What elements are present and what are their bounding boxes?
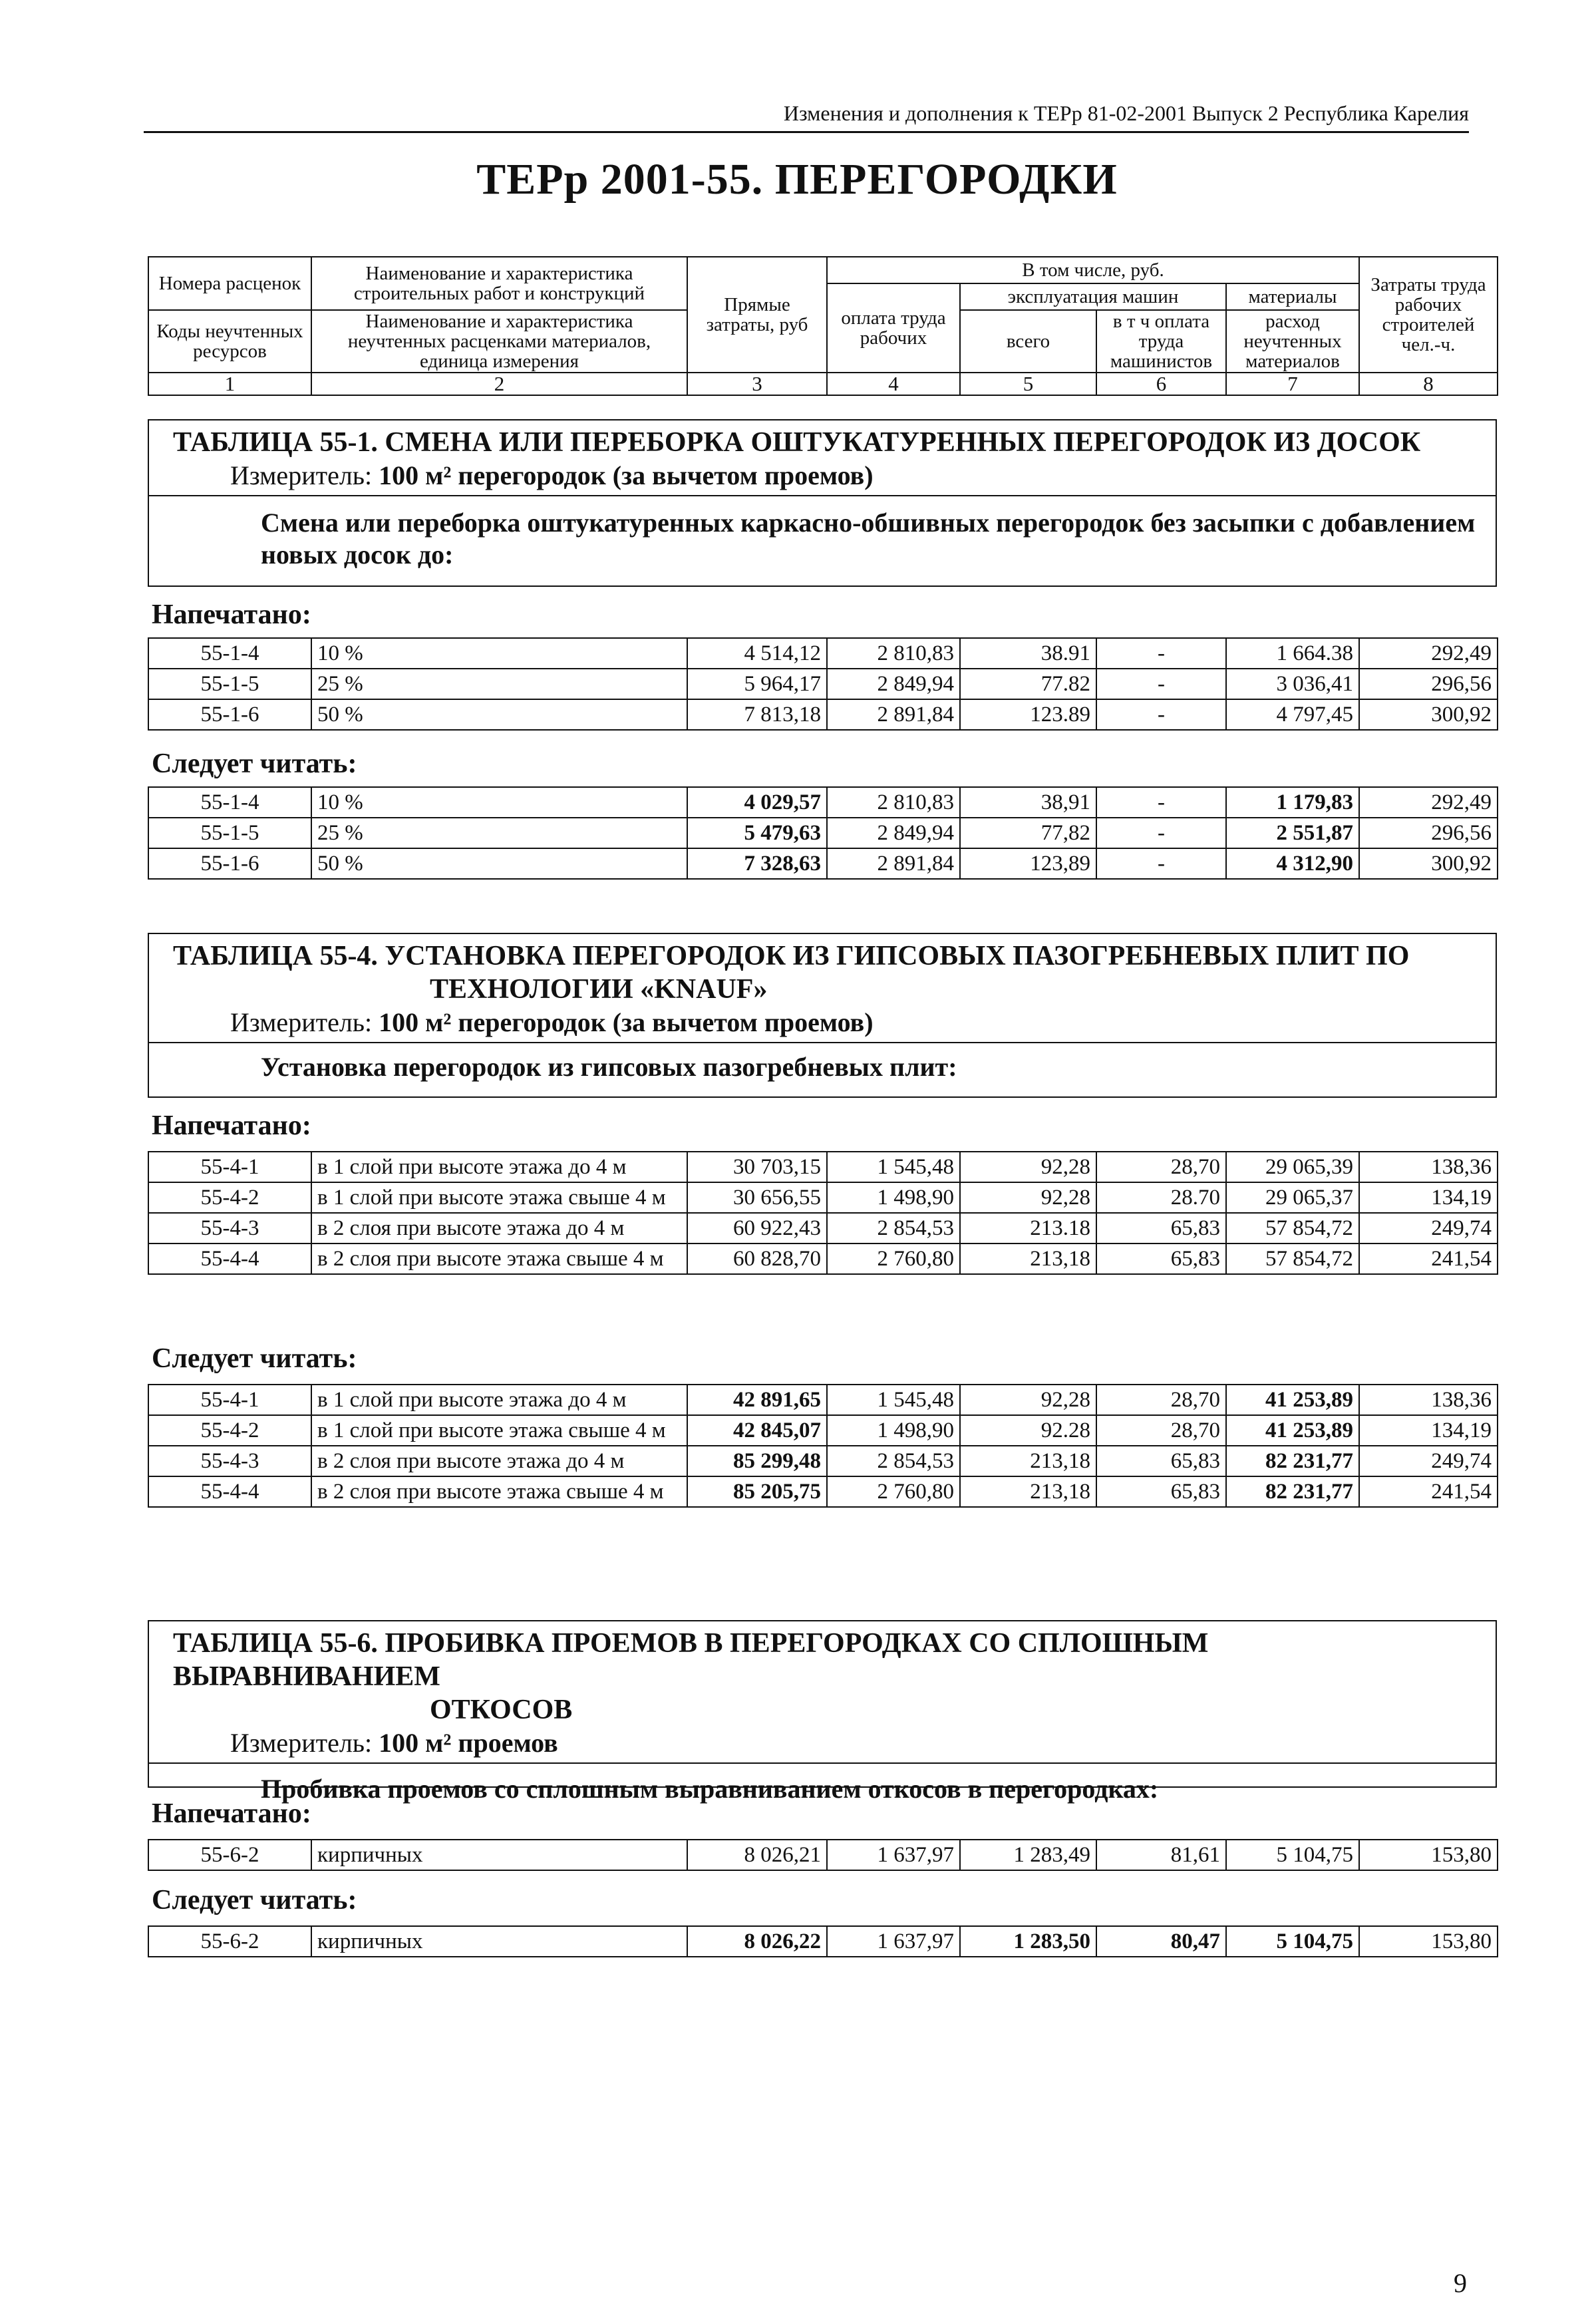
- cell-value: 41 253,89: [1226, 1385, 1359, 1415]
- cell-value: 241,54: [1359, 1244, 1498, 1274]
- cell-value: 92,28: [960, 1152, 1096, 1182]
- cell-value: 2 760,80: [827, 1476, 960, 1507]
- header-materials: материалы: [1226, 283, 1359, 310]
- header-num: 6: [1096, 373, 1226, 395]
- cell-value: 249,74: [1359, 1446, 1498, 1476]
- cell-code: 55-1-5: [148, 669, 311, 699]
- header-col5: всего: [960, 310, 1096, 373]
- cell-value: 1 283,50: [960, 1926, 1096, 1957]
- section-55-1-read-table: [148, 786, 1498, 880]
- cell-value: 92,28: [960, 1182, 1096, 1213]
- section-subtitle: Смена или переборка оштукатуренных каркасно-обшивных перегородок без засыпки с добавлением новых досок до:: [261, 508, 1476, 570]
- cell-value: 123,89: [960, 848, 1096, 879]
- header-col2-bottom: Наименование и характеристика неучтенных расценками материалов, единица измерения: [311, 310, 687, 373]
- running-header: Изменения и дополнения к ТЕРр 81-02-2001 Выпуск 2 Республика Карелия: [144, 101, 1469, 133]
- cell-value: 296,56: [1359, 669, 1498, 699]
- cell-value: 134,19: [1359, 1182, 1498, 1213]
- header-num: 8: [1359, 373, 1498, 395]
- cell-value: 8 026,21: [687, 1840, 827, 1870]
- table-row: [148, 1182, 1498, 1213]
- cell-value: 4 029,57: [687, 787, 827, 818]
- cell-value: 300,92: [1359, 848, 1498, 879]
- cell-value: 5 104,75: [1226, 1840, 1359, 1870]
- cell-value: 2 891,84: [827, 848, 960, 879]
- cell-value: 65,83: [1096, 1244, 1226, 1274]
- table-row: [148, 1840, 1498, 1870]
- header-col1-top: Номера расценок: [148, 257, 311, 310]
- cell-value: 2 854,53: [827, 1213, 960, 1244]
- cell-value: 7 328,63: [687, 848, 827, 879]
- header-col1-bottom: Коды неучтенных ресурсов: [148, 310, 311, 373]
- section-title-cont: ТЕХНОЛОГИИ «KNAUF»: [430, 974, 768, 1005]
- cell-value: 2 849,94: [827, 669, 960, 699]
- cell-value: -: [1096, 818, 1226, 848]
- cell-value: 4 514,12: [687, 638, 827, 669]
- cell-code: 55-1-6: [148, 848, 311, 879]
- table-row: [148, 1385, 1498, 1415]
- table-row: [148, 1152, 1498, 1182]
- cell-value: 1 637,97: [827, 1926, 960, 1957]
- cell-value: 2 551,87: [1226, 818, 1359, 848]
- cell-description: 50 %: [311, 848, 687, 879]
- cell-value: 28,70: [1096, 1385, 1226, 1415]
- cell-value: 4 312,90: [1226, 848, 1359, 879]
- cell-description: в 2 слоя при высоте этажа свыше 4 м: [311, 1244, 687, 1274]
- header-num: 7: [1226, 373, 1359, 395]
- cell-description: в 1 слой при высоте этажа до 4 м: [311, 1385, 687, 1415]
- cell-code: 55-4-4: [148, 1476, 311, 1507]
- cell-value: 1 664.38: [1226, 638, 1359, 669]
- cell-value: 85 205,75: [687, 1476, 827, 1507]
- cell-value: 82 231,77: [1226, 1476, 1359, 1507]
- cell-value: 1 545,48: [827, 1385, 960, 1415]
- cell-value: 38,91: [960, 787, 1096, 818]
- cell-value: -: [1096, 787, 1226, 818]
- cell-value: 57 854,72: [1226, 1213, 1359, 1244]
- printed-label: Напечатано:: [152, 1110, 311, 1141]
- section-55-1-printed-table: [148, 637, 1498, 731]
- cell-value: 123.89: [960, 699, 1096, 730]
- cell-code: 55-4-2: [148, 1182, 311, 1213]
- cell-value: 92.28: [960, 1415, 1096, 1446]
- cell-description: 10 %: [311, 787, 687, 818]
- cell-value: 30 656,55: [687, 1182, 827, 1213]
- cell-value: -: [1096, 848, 1226, 879]
- cell-code: 55-4-4: [148, 1244, 311, 1274]
- table-row: [148, 1244, 1498, 1274]
- table-row: [148, 787, 1498, 818]
- cell-value: 249,74: [1359, 1213, 1498, 1244]
- cell-value: 134,19: [1359, 1415, 1498, 1446]
- cell-value: 77.82: [960, 669, 1096, 699]
- header-num: 4: [827, 373, 960, 395]
- cell-value: 57 854,72: [1226, 1244, 1359, 1274]
- table-row: [148, 818, 1498, 848]
- cell-value: 38.91: [960, 638, 1096, 669]
- cell-value: 8 026,22: [687, 1926, 827, 1957]
- cell-value: 60 828,70: [687, 1244, 827, 1274]
- cell-value: 300,92: [1359, 699, 1498, 730]
- cell-description: 50 %: [311, 699, 687, 730]
- cell-value: 5 479,63: [687, 818, 827, 848]
- section-55-1-header: [148, 419, 1497, 587]
- header-col8: Затраты труда рабочих строителей чел.-ч.: [1359, 257, 1498, 373]
- printed-label: Напечатано:: [152, 599, 311, 630]
- cell-value: 2 810,83: [827, 638, 960, 669]
- cell-value: 213,18: [960, 1476, 1096, 1507]
- cell-value: 1 545,48: [827, 1152, 960, 1182]
- section-title-cont: ОТКОСОВ: [430, 1695, 573, 1725]
- cell-value: 296,56: [1359, 818, 1498, 848]
- cell-value: 153,80: [1359, 1926, 1498, 1957]
- header-col3: Прямые затраты, руб: [687, 257, 827, 373]
- cell-code: 55-1-5: [148, 818, 311, 848]
- cell-code: 55-4-3: [148, 1446, 311, 1476]
- cell-code: 55-1-4: [148, 787, 311, 818]
- table-row: [148, 1926, 1498, 1957]
- cell-value: 1 179,83: [1226, 787, 1359, 818]
- cell-description: в 1 слой при высоте этажа свыше 4 м: [311, 1182, 687, 1213]
- cell-value: 85 299,48: [687, 1446, 827, 1476]
- document-title: ТЕРр 2001-55. ПЕРЕГОРОДКИ: [476, 155, 1118, 204]
- cell-value: 60 922,43: [687, 1213, 827, 1244]
- cell-code: 55-1-4: [148, 638, 311, 669]
- cell-value: 28,70: [1096, 1152, 1226, 1182]
- cell-value: 2 810,83: [827, 787, 960, 818]
- cell-value: 2 891,84: [827, 699, 960, 730]
- cell-value: 41 253,89: [1226, 1415, 1359, 1446]
- read-as-label: Следует читать:: [152, 748, 357, 779]
- cell-code: 55-6-2: [148, 1840, 311, 1870]
- cell-value: 42 845,07: [687, 1415, 827, 1446]
- column-header-table: [148, 256, 1498, 396]
- cell-value: 4 797,45: [1226, 699, 1359, 730]
- cell-value: 82 231,77: [1226, 1446, 1359, 1476]
- section-55-4-read-table: [148, 1384, 1498, 1508]
- section-measure: Измеритель: 100 м² перегородок (за вычетом проемов): [149, 1006, 1496, 1043]
- section-55-4-printed-table: [148, 1151, 1498, 1275]
- cell-value: 1 283,49: [960, 1840, 1096, 1870]
- cell-value: 138,36: [1359, 1385, 1498, 1415]
- section-subtitle: Пробивка проемов со сплошным выравниванием откосов в перегородках:: [261, 1774, 1159, 1804]
- cell-value: 2 760,80: [827, 1244, 960, 1274]
- table-row: [148, 848, 1498, 879]
- cell-value: 1 498,90: [827, 1415, 960, 1446]
- page-number: 9: [1454, 2268, 1467, 2298]
- section-55-6-printed-table: [148, 1839, 1498, 1871]
- cell-value: 1 498,90: [827, 1182, 960, 1213]
- header-col7: расход неучтенных материалов: [1226, 310, 1359, 373]
- cell-value: 241,54: [1359, 1476, 1498, 1507]
- table-row: [148, 1213, 1498, 1244]
- table-row: [148, 699, 1498, 730]
- cell-value: 29 065,39: [1226, 1152, 1359, 1182]
- header-col2-top: Наименование и характеристика строительных работ и конструкций: [311, 257, 687, 310]
- cell-value: 3 036,41: [1226, 669, 1359, 699]
- printed-label: Напечатано:: [152, 1798, 311, 1829]
- section-55-6-read-table: [148, 1925, 1498, 1957]
- cell-value: 77,82: [960, 818, 1096, 848]
- cell-value: 153,80: [1359, 1840, 1498, 1870]
- header-num: 5: [960, 373, 1096, 395]
- cell-value: -: [1096, 699, 1226, 730]
- cell-value: 292,49: [1359, 638, 1498, 669]
- cell-code: 55-4-2: [148, 1415, 311, 1446]
- section-title: ТАБЛИЦА 55-1. СМЕНА ИЛИ ПЕРЕБОРКА ОШТУКАТУРЕННЫХ ПЕРЕГОРОДОК ИЗ ДОСОК: [173, 427, 1421, 458]
- header-num: 3: [687, 373, 827, 395]
- header-num: 1: [148, 373, 311, 395]
- cell-description: в 2 слоя при высоте этажа до 4 м: [311, 1213, 687, 1244]
- section-measure: Измеритель: 100 м² проемов: [149, 1727, 1496, 1764]
- cell-value: 28.70: [1096, 1182, 1226, 1213]
- cell-value: 1 637,97: [827, 1840, 960, 1870]
- table-row: [148, 1415, 1498, 1446]
- cell-value: 42 891,65: [687, 1385, 827, 1415]
- table-row: [148, 1446, 1498, 1476]
- cell-value: 65,83: [1096, 1446, 1226, 1476]
- cell-value: 29 065,37: [1226, 1182, 1359, 1213]
- cell-description: в 2 слоя при высоте этажа до 4 м: [311, 1446, 687, 1476]
- read-as-label: Следует читать:: [152, 1885, 357, 1915]
- cell-description: 25 %: [311, 669, 687, 699]
- section-55-4-header: [148, 933, 1497, 1098]
- cell-value: 5 964,17: [687, 669, 827, 699]
- cell-value: 28,70: [1096, 1415, 1226, 1446]
- cell-description: в 2 слоя при высоте этажа свыше 4 м: [311, 1476, 687, 1507]
- cell-description: кирпичных: [311, 1840, 687, 1870]
- cell-value: 80,47: [1096, 1926, 1226, 1957]
- cell-value: 2 849,94: [827, 818, 960, 848]
- cell-value: 5 104,75: [1226, 1926, 1359, 1957]
- section-measure: Измеритель: 100 м² перегородок (за вычетом проемов): [149, 459, 1496, 496]
- cell-value: -: [1096, 638, 1226, 669]
- section-title: ТАБЛИЦА 55-4. УСТАНОВКА ПЕРЕГОРОДОК ИЗ ГИПСОВЫХ ПАЗОГРЕБНЕВЫХ ПЛИТ ПО: [173, 941, 1410, 971]
- cell-value: 292,49: [1359, 787, 1498, 818]
- section-55-6-header: [148, 1620, 1497, 1804]
- header-col6: в т ч оплата труда машинистов: [1096, 310, 1226, 373]
- cell-description: в 1 слой при высоте этажа до 4 м: [311, 1152, 687, 1182]
- cell-value: 138,36: [1359, 1152, 1498, 1182]
- cell-value: 92,28: [960, 1385, 1096, 1415]
- cell-code: 55-1-6: [148, 699, 311, 730]
- cell-code: 55-6-2: [148, 1926, 311, 1957]
- cell-code: 55-4-3: [148, 1213, 311, 1244]
- header-incl: В том числе, руб.: [827, 257, 1359, 283]
- table-row: [148, 638, 1498, 669]
- section-title: ТАБЛИЦА 55-6. ПРОБИВКА ПРОЕМОВ В ПЕРЕГОРОДКАХ СО СПЛОШНЫМ ВЫРАВНИВАНИЕМ: [173, 1628, 1209, 1692]
- header-machines: эксплуатация машин: [960, 283, 1226, 310]
- cell-value: 65,83: [1096, 1476, 1226, 1507]
- cell-value: 65,83: [1096, 1213, 1226, 1244]
- cell-value: 213,18: [960, 1446, 1096, 1476]
- read-as-label: Следует читать:: [152, 1343, 357, 1374]
- cell-description: 10 %: [311, 638, 687, 669]
- header-num: 2: [311, 373, 687, 395]
- section-subtitle: Установка перегородок из гипсовых пазогребневых плит:: [261, 1052, 957, 1082]
- table-row: [148, 669, 1498, 699]
- cell-value: 30 703,15: [687, 1152, 827, 1182]
- cell-value: 2 854,53: [827, 1446, 960, 1476]
- table-row: [148, 1476, 1498, 1507]
- cell-value: 7 813,18: [687, 699, 827, 730]
- cell-code: 55-4-1: [148, 1385, 311, 1415]
- header-col4: оплата труда рабочих: [827, 283, 960, 373]
- cell-value: -: [1096, 669, 1226, 699]
- cell-code: 55-4-1: [148, 1152, 311, 1182]
- cell-description: 25 %: [311, 818, 687, 848]
- cell-value: 213.18: [960, 1213, 1096, 1244]
- cell-description: кирпичных: [311, 1926, 687, 1957]
- cell-description: в 1 слой при высоте этажа свыше 4 м: [311, 1415, 687, 1446]
- cell-value: 213,18: [960, 1244, 1096, 1274]
- cell-value: 81,61: [1096, 1840, 1226, 1870]
